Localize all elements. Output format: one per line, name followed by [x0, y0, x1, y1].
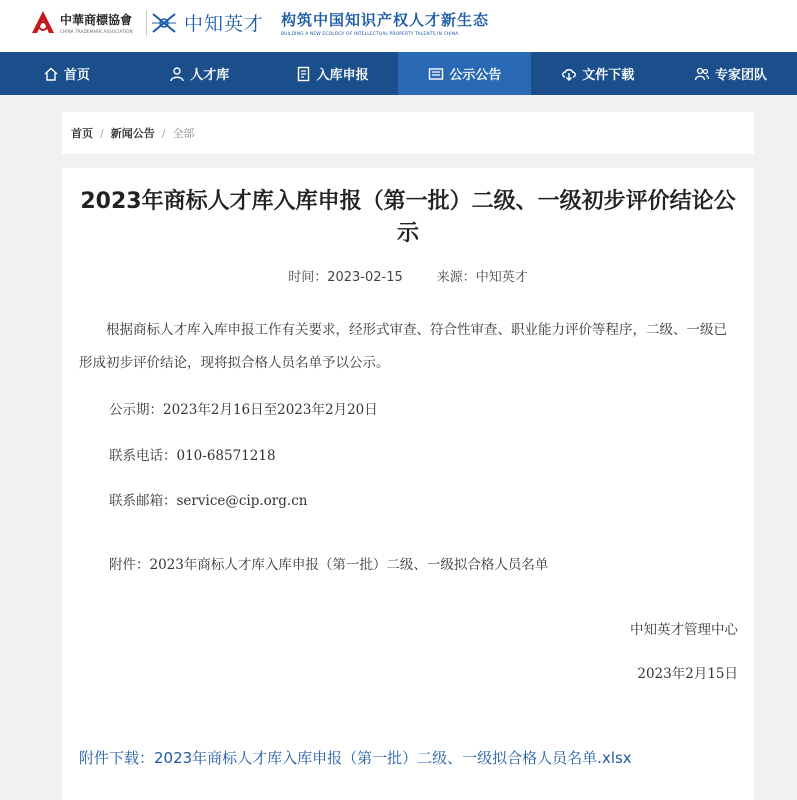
- experts-icon: [694, 66, 710, 82]
- article-date: 2023年2月15日: [637, 666, 738, 682]
- article-period: 公示期：2023年2月16日至2023年2月20日: [109, 402, 378, 418]
- nav-item-label: 专家团队: [715, 68, 768, 83]
- nav-item-label: 公示公告: [449, 68, 502, 83]
- nav-item-talent-pool[interactable]: [133, 52, 266, 95]
- breadcrumb-separator: /: [100, 126, 104, 140]
- home-icon: [43, 66, 59, 82]
- breadcrumb: [62, 112, 754, 154]
- site-header: [0, 0, 797, 52]
- nav-item-label: 入库申报: [316, 68, 369, 83]
- download-cloud-icon: [561, 66, 577, 82]
- logo-divider: [146, 10, 147, 36]
- article-title: 2023年商标人才库入库申报（第一批）二级、一级初步评价结论公示: [80, 189, 736, 246]
- cta-logo-en: CHINA TRADEMARK ASSOCIATION: [60, 29, 133, 34]
- article-meta: [62, 266, 754, 285]
- breadcrumb-home[interactable]: 首页: [71, 127, 93, 140]
- cta-logo-text: 中華商標協會: [60, 13, 133, 27]
- slogan-cn: 构筑中国知识产权人才新生态: [281, 11, 490, 29]
- nav-item-announcements[interactable]: [398, 52, 531, 95]
- main-nav: [0, 52, 797, 95]
- zhongzhi-logo-text: 中知英才: [184, 13, 265, 35]
- site-slogan: [281, 9, 489, 37]
- article-paragraph: 根据商标人才库入库申报工作有关要求，经形式审查、符合性审查、职业能力评价等程序，二级、一级已形成初步评价结论，现将拟合格人员名单予以公示。: [79, 322, 727, 371]
- zhongzhi-logo-icon: [150, 10, 178, 36]
- breadcrumb-separator: /: [161, 126, 166, 140]
- nav-item-downloads[interactable]: [531, 52, 664, 95]
- article-time: 时间：2023-02-15: [288, 270, 403, 285]
- article-signature: 中知英才管理中心: [630, 622, 738, 638]
- nav-item-label: 人才库: [190, 68, 230, 83]
- article: [62, 168, 754, 800]
- nav-item-label: 首页: [63, 68, 90, 83]
- breadcrumb-news[interactable]: 新闻公告: [110, 127, 155, 140]
- slogan-en: BUILDING A NEW ECOLOGY OF INTELLECTUAL PROPERTY TALENTS IN CHINA: [281, 32, 459, 37]
- nav-item-home[interactable]: [0, 52, 133, 95]
- article-source: 来源：中知英才: [436, 270, 528, 285]
- nav-item-apply[interactable]: [266, 52, 399, 95]
- cta-logo[interactable]: [30, 9, 142, 39]
- attachment-download-link[interactable]: 附件下载：2023年商标人才库入库申报（第一批）二级、一级拟合格人员名单.xlsx: [79, 749, 632, 767]
- nav-item-label: 文件下载: [582, 68, 635, 83]
- user-icon: [169, 66, 185, 82]
- cta-logo-icon: [30, 9, 56, 35]
- nav-item-experts[interactable]: [664, 52, 797, 95]
- article-email: 联系邮箱：service@cip.org.cn: [109, 493, 308, 509]
- article-phone: 联系电话：010-68571218: [109, 448, 276, 464]
- form-icon: [296, 66, 312, 82]
- breadcrumb-all[interactable]: 全部: [172, 127, 195, 140]
- article-attachment: 附件：2023年商标人才库入库申报（第一批）二级、一级拟合格人员名单: [109, 557, 549, 573]
- announcement-icon: [428, 66, 444, 82]
